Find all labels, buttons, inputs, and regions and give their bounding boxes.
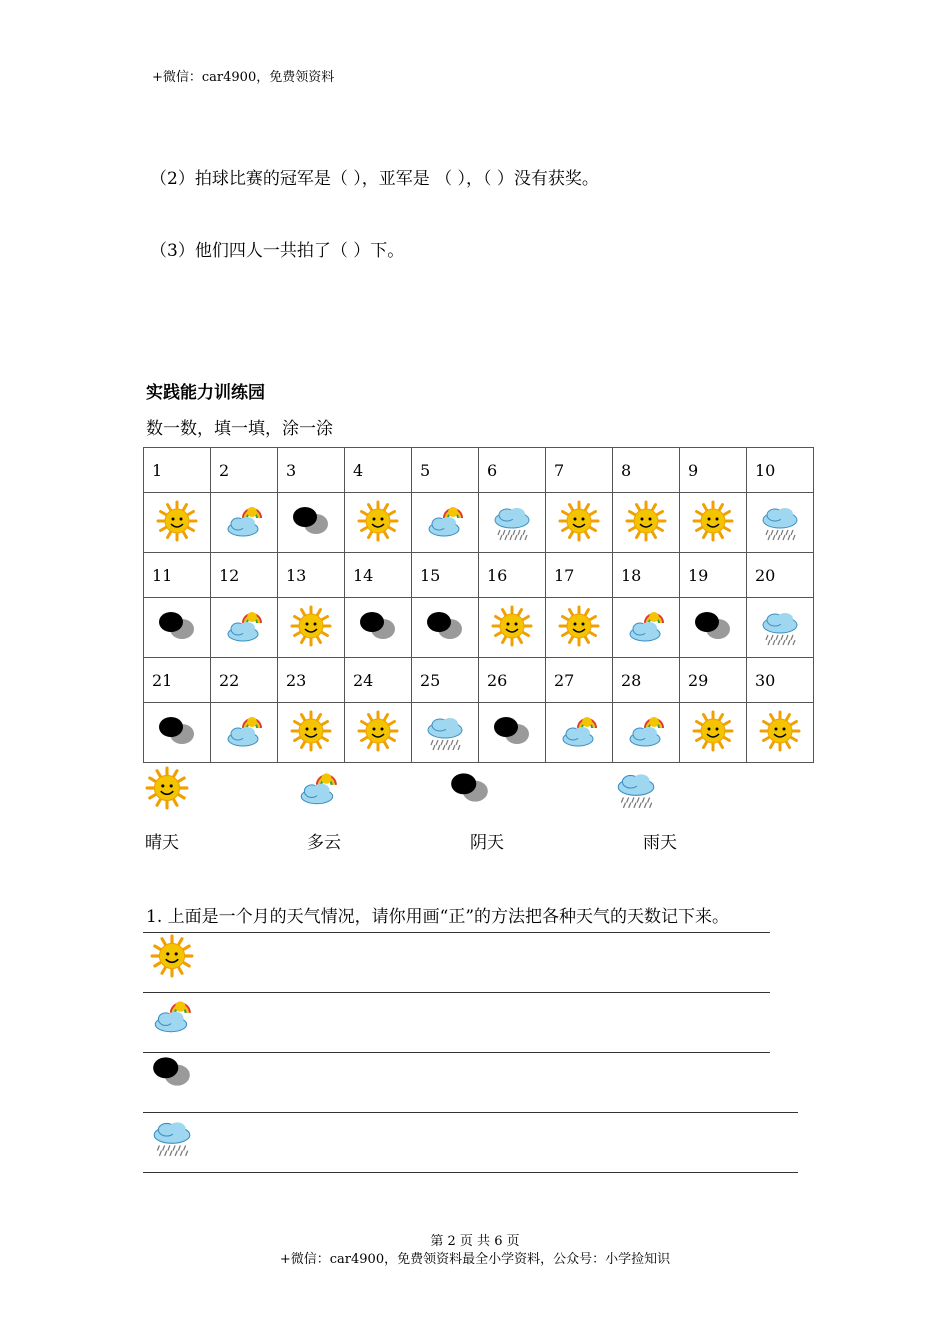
sun-icon bbox=[145, 766, 189, 810]
day-number: 10 bbox=[747, 448, 814, 493]
weather-cell bbox=[412, 598, 479, 658]
weather-cell bbox=[345, 703, 412, 763]
footer-note: +微信：car4900，免费领资料最全小学资料，公众号：小学捡知识 bbox=[279, 1252, 671, 1267]
question-3: （3）他们四人一共拍了（ ）下。 bbox=[150, 241, 405, 261]
sun-icon bbox=[290, 710, 332, 752]
tally-line bbox=[143, 1172, 798, 1173]
weather-cell bbox=[144, 493, 211, 553]
dark-cloud-icon bbox=[290, 500, 332, 542]
dark-cloud-icon bbox=[692, 605, 734, 647]
weather-cell bbox=[211, 598, 278, 658]
cloud-sun-icon bbox=[150, 994, 194, 1038]
day-number: 11 bbox=[144, 553, 211, 598]
legend-label: 雨天 bbox=[643, 833, 677, 853]
day-number: 8 bbox=[613, 448, 680, 493]
day-number: 17 bbox=[546, 553, 613, 598]
weather-cell bbox=[412, 493, 479, 553]
day-number: 26 bbox=[479, 658, 546, 703]
rain-cloud-icon bbox=[150, 1114, 194, 1158]
weather-cell bbox=[680, 598, 747, 658]
cloud-sun-icon bbox=[625, 605, 667, 647]
day-number: 20 bbox=[747, 553, 814, 598]
day-number: 29 bbox=[680, 658, 747, 703]
weather-cell bbox=[479, 493, 546, 553]
day-number: 1 bbox=[144, 448, 211, 493]
weather-cell bbox=[747, 598, 814, 658]
weather-calendar bbox=[143, 447, 814, 763]
day-number: 14 bbox=[345, 553, 412, 598]
day-number: 5 bbox=[412, 448, 479, 493]
sun-icon bbox=[357, 500, 399, 542]
rain-cloud-icon bbox=[759, 605, 801, 647]
day-number: 7 bbox=[546, 448, 613, 493]
weather-cell bbox=[680, 493, 747, 553]
dark-cloud-icon bbox=[156, 710, 198, 752]
task-1: 1. 上面是一个月的天气情况，请你用画“正”的方法把各种天气的天数记下来。 bbox=[146, 907, 730, 927]
legend-label: 晴天 bbox=[145, 833, 179, 853]
weather-cell bbox=[278, 493, 345, 553]
weather-cell bbox=[680, 703, 747, 763]
dark-cloud-icon bbox=[150, 1050, 194, 1094]
weather-cell bbox=[412, 703, 479, 763]
weather-cell bbox=[144, 598, 211, 658]
sun-icon bbox=[558, 605, 600, 647]
sun-icon bbox=[558, 500, 600, 542]
weather-cell bbox=[345, 598, 412, 658]
cloud-sun-icon bbox=[625, 710, 667, 752]
legend-label: 多云 bbox=[307, 833, 341, 853]
weather-cell bbox=[345, 493, 412, 553]
sun-icon bbox=[156, 500, 198, 542]
weather-cell bbox=[747, 703, 814, 763]
day-number: 30 bbox=[747, 658, 814, 703]
cloud-sun-icon bbox=[424, 500, 466, 542]
day-number: 25 bbox=[412, 658, 479, 703]
sun-icon bbox=[491, 605, 533, 647]
day-number: 22 bbox=[211, 658, 278, 703]
weather-cell bbox=[747, 493, 814, 553]
header-note: +微信：car4900，免费领资料 bbox=[152, 70, 335, 85]
day-number: 19 bbox=[680, 553, 747, 598]
day-number: 12 bbox=[211, 553, 278, 598]
section-title: 实践能力训练园 bbox=[146, 383, 265, 403]
day-number: 15 bbox=[412, 553, 479, 598]
tally-line bbox=[143, 1052, 770, 1053]
day-number: 21 bbox=[144, 658, 211, 703]
day-number: 24 bbox=[345, 658, 412, 703]
weather-cell bbox=[613, 598, 680, 658]
sun-icon bbox=[357, 710, 399, 752]
instruction: 数一数，填一填，涂一涂 bbox=[146, 419, 333, 439]
day-number: 4 bbox=[345, 448, 412, 493]
day-number: 3 bbox=[278, 448, 345, 493]
weather-cell bbox=[613, 703, 680, 763]
day-number: 9 bbox=[680, 448, 747, 493]
tally-line bbox=[143, 1112, 798, 1113]
day-number: 23 bbox=[278, 658, 345, 703]
dark-cloud-icon bbox=[357, 605, 399, 647]
sun-icon bbox=[692, 710, 734, 752]
sun-icon bbox=[625, 500, 667, 542]
tally-line bbox=[143, 992, 770, 993]
rain-cloud-icon bbox=[759, 500, 801, 542]
day-number: 2 bbox=[211, 448, 278, 493]
dark-cloud-icon bbox=[424, 605, 466, 647]
weather-cell bbox=[144, 703, 211, 763]
dark-cloud-icon bbox=[491, 710, 533, 752]
weather-cell bbox=[278, 703, 345, 763]
weather-cell bbox=[546, 703, 613, 763]
cloud-sun-icon bbox=[223, 710, 265, 752]
sun-icon bbox=[692, 500, 734, 542]
day-number: 13 bbox=[278, 553, 345, 598]
day-number: 28 bbox=[613, 658, 680, 703]
weather-cell bbox=[479, 703, 546, 763]
day-number: 18 bbox=[613, 553, 680, 598]
weather-cell bbox=[613, 493, 680, 553]
question-2: （2）拍球比赛的冠军是（ ），亚军是 （ ），（ ）没有获奖。 bbox=[150, 169, 599, 189]
day-number: 16 bbox=[479, 553, 546, 598]
cloud-sun-icon bbox=[296, 766, 340, 810]
weather-cell bbox=[546, 598, 613, 658]
sun-icon bbox=[150, 934, 194, 978]
page-number: 第 2 页 共 6 页 bbox=[430, 1234, 520, 1249]
weather-cell bbox=[479, 598, 546, 658]
legend-label: 阴天 bbox=[470, 833, 504, 853]
day-number: 6 bbox=[479, 448, 546, 493]
tally-line bbox=[143, 932, 770, 933]
sun-icon bbox=[290, 605, 332, 647]
dark-cloud-icon bbox=[448, 766, 492, 810]
cloud-sun-icon bbox=[223, 605, 265, 647]
weather-cell bbox=[211, 703, 278, 763]
weather-cell bbox=[211, 493, 278, 553]
rain-cloud-icon bbox=[424, 710, 466, 752]
rain-cloud-icon bbox=[614, 766, 658, 810]
rain-cloud-icon bbox=[491, 500, 533, 542]
cloud-sun-icon bbox=[223, 500, 265, 542]
sun-icon bbox=[759, 710, 801, 752]
dark-cloud-icon bbox=[156, 605, 198, 647]
day-number: 27 bbox=[546, 658, 613, 703]
cloud-sun-icon bbox=[558, 710, 600, 752]
weather-cell bbox=[546, 493, 613, 553]
weather-cell bbox=[278, 598, 345, 658]
